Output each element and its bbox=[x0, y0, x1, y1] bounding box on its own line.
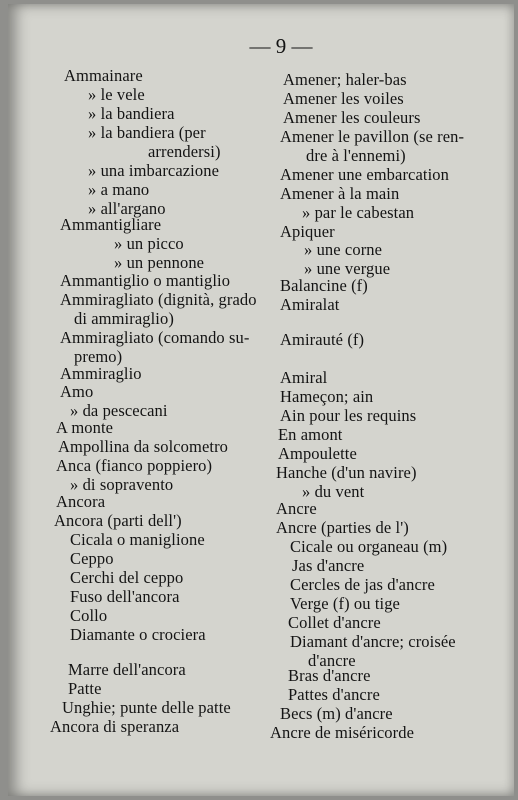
italian-entry: arrendersi) bbox=[148, 142, 221, 161]
french-entry: Jas d'ancre bbox=[292, 556, 365, 575]
french-entry: Cicale ou organeau (m) bbox=[290, 537, 448, 556]
italian-entry: » a mano bbox=[88, 180, 150, 199]
french-entry: Verge (f) ou tige bbox=[290, 594, 400, 613]
french-entry: Ain pour les requins bbox=[280, 406, 417, 425]
french-entry: Ancre de miséricorde bbox=[270, 723, 415, 742]
french-entry: Amener à la main bbox=[280, 184, 400, 203]
french-entry: » une vergue bbox=[304, 259, 391, 278]
italian-entry: Amo bbox=[60, 382, 94, 401]
italian-entry: Ampollina da solcometro bbox=[58, 437, 229, 456]
italian-entry: Marre dell'ancora bbox=[68, 660, 186, 679]
french-entry: Amener les voiles bbox=[283, 89, 404, 108]
french-entry: Becs (m) d'ancre bbox=[280, 704, 393, 723]
book-page bbox=[8, 4, 514, 796]
italian-entry: » le vele bbox=[88, 85, 145, 104]
italian-entry: A monte bbox=[56, 418, 114, 437]
french-entry: Cercles de jas d'ancre bbox=[290, 575, 435, 594]
french-entry: Amiralat bbox=[280, 295, 340, 314]
french-entry: Collet d'ancre bbox=[288, 613, 381, 632]
italian-entry: » la bandiera bbox=[88, 104, 175, 123]
italian-entry: » all'argano bbox=[88, 199, 166, 218]
italian-entry: Ancora bbox=[56, 492, 106, 511]
french-entry: Amirauté (f) bbox=[280, 330, 365, 349]
italian-entry: Ammainare bbox=[64, 66, 143, 85]
italian-entry: Ammantiglio o mantiglio bbox=[60, 271, 231, 290]
french-entry: Hanche (d'un navire) bbox=[276, 463, 417, 482]
french-entry: » par le cabestan bbox=[302, 203, 415, 222]
italian-entry: » un pennone bbox=[114, 253, 205, 272]
italian-entry: Fuso dell'ancora bbox=[70, 587, 180, 606]
french-entry: Bras d'ancre bbox=[288, 666, 371, 685]
french-entry: d'ancre bbox=[308, 651, 356, 670]
italian-entry: » la bandiera (per bbox=[88, 123, 206, 142]
french-entry: dre à l'ennemi) bbox=[306, 146, 406, 165]
french-entry: Ancre bbox=[276, 499, 317, 518]
italian-entry: Diamante o crociera bbox=[70, 625, 206, 644]
french-entry: » du vent bbox=[302, 482, 365, 501]
italian-entry: di ammiraglio) bbox=[74, 309, 174, 328]
french-entry: Amener le pavillon (se ren- bbox=[280, 127, 465, 146]
french-entry: Hameçon; ain bbox=[280, 387, 374, 406]
french-entry: Pattes d'ancre bbox=[288, 685, 380, 704]
french-entry: Balancine (f) bbox=[280, 276, 368, 295]
italian-entry: Ancora di speranza bbox=[50, 717, 180, 736]
french-entry: » une corne bbox=[304, 240, 383, 259]
page-number: — 9 — bbox=[249, 34, 313, 58]
french-entry: Ampoulette bbox=[278, 444, 357, 463]
italian-entry: Collo bbox=[70, 606, 108, 625]
french-entry: Amener; haler-bas bbox=[283, 70, 407, 89]
italian-entry: Anca (fianco poppiero) bbox=[56, 456, 213, 475]
italian-entry: Ammiragliato (comando su- bbox=[60, 328, 250, 347]
italian-entry: Cicala o maniglione bbox=[70, 530, 205, 549]
italian-entry: » un picco bbox=[114, 234, 184, 253]
french-entry: Amener les couleurs bbox=[283, 108, 421, 127]
italian-entry: Unghie; punte delle patte bbox=[62, 698, 231, 717]
italian-entry: premo) bbox=[74, 347, 123, 366]
italian-entry: Patte bbox=[68, 679, 102, 698]
french-entry: Ancre (parties de l') bbox=[276, 518, 409, 537]
french-entry: Diamant d'ancre; croisée bbox=[290, 632, 456, 651]
french-entry: Apiquer bbox=[280, 222, 335, 241]
italian-entry: Ammiraglio bbox=[60, 364, 142, 383]
italian-entry: Ammiragliato (dignità, grado bbox=[60, 290, 257, 309]
italian-entry: » di sopravento bbox=[70, 475, 174, 494]
french-entry: Amener une embarcation bbox=[280, 165, 449, 184]
italian-entry: Ancora (parti dell') bbox=[54, 511, 182, 530]
italian-entry: Ceppo bbox=[70, 549, 114, 568]
italian-entry: » una imbarcazione bbox=[88, 161, 219, 180]
french-entry: Amiral bbox=[280, 368, 328, 387]
italian-entry: Cerchi del ceppo bbox=[70, 568, 184, 587]
italian-entry: Ammantigliare bbox=[60, 215, 162, 234]
french-entry: En amont bbox=[278, 425, 343, 444]
italian-entry: » da pescecani bbox=[70, 401, 168, 420]
